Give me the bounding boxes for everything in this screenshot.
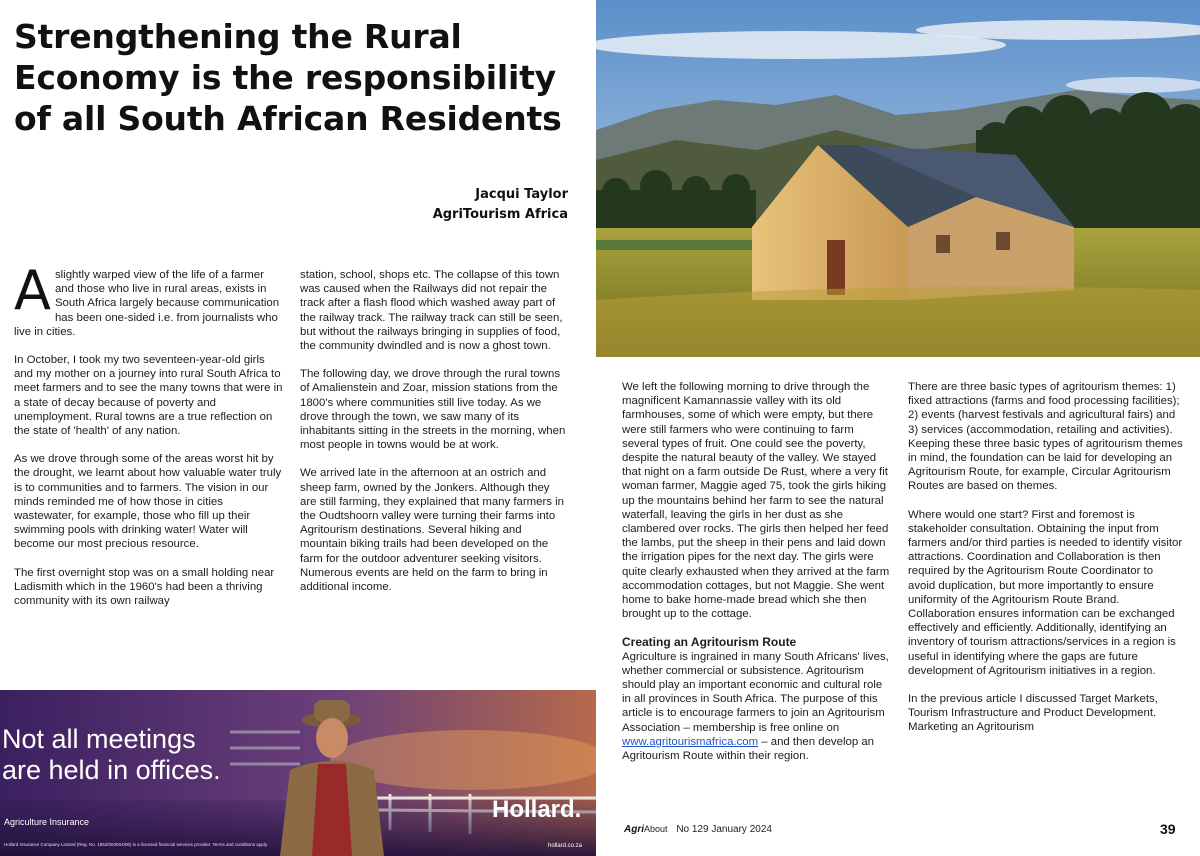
author-organization: AgriTourism Africa	[432, 207, 568, 222]
paragraph: station, school, shops etc. The collapse of this town was caused when the Railways did not repair the track after a flash flood which washed away part of the railway track. The railway track can still be seen, but without the railways bringing in supplies of food, the community dwindled and is now a ghost town.	[300, 269, 563, 353]
issue-info: No 129 January 2024	[676, 824, 772, 835]
article-title: Strengthening the Rural Economy is the responsibility of all South African Residents	[14, 17, 562, 138]
magazine-brand-suffix: About	[644, 824, 668, 834]
paragraph: There are three basic types of agritourism themes: 1) fixed attractions (farms and food processing facilities); 2) events (harvest festivals and agricultural fairs) and 3) services (accommodation, retailing and activities). Keeping these three basic types of agritourism themes in mind, the foundation can be laid for developing an Agritourism Route, for example, Circular Agritourism Routes are based on themes.	[908, 381, 1183, 493]
paragraph: Where would one start? First and foremost is stakeholder consultation. Obtaining the input from farmers and/or third parties is needed to identify visitor attractions. Coordination and Collaboration is then required by the Agritourism Route Coordinator to avoid duplication, but more importantly to ensure uniformity of the Agritourism Route Brand. Collaboration ensures information can be exchanged effectively and efficiently. Additionally, identifying an inventory of tourism attractions/services in a region is useful in identifying where the gaps are future development of Agritourism initiatives in a region.	[908, 508, 1183, 677]
paragraph: Agriculture is ingrained in many South Africans' lives, whether commercial or subsistence. Agritourism should play an important economic and cultural role in all provinces in South Africa. The purpose of this article is to encourage farmers to join an Agritourism Association – membership is free online on www.agritourismafrica.com – and then develop an Agritourism Route within their region.	[622, 650, 889, 763]
ad-fineprint: Hollard Insurance Company Limited (Reg. No. 1952/003004/06) is a licensed financial services provider. Terms and conditions apply.	[4, 842, 268, 847]
website-link[interactable]: www.agritourismafrica.com	[622, 735, 759, 748]
section-heading: Creating an Agritourism Route	[622, 635, 797, 650]
byline	[433, 185, 568, 225]
page-footer	[624, 824, 772, 835]
paragraph: Aslightly warped view of the life of a farmer and those who live in rural areas, exists in South Africa largely because communication has been one-sided i.e. from journalists who live in cities.	[14, 259, 280, 338]
article-column-2	[300, 268, 568, 608]
paragraph: In October, I took my two seventeen-year-old girls and my mother on a journey into rural South Africa to meet farmers and to see the many towns that were in a state of decay because of poverty and unemployment. Rural towns are a true reflection on the state of 'health' of any nation.	[14, 354, 283, 438]
farm-barn-photo	[596, 0, 1200, 357]
barn-landscape-illustration	[596, 0, 1200, 357]
drop-cap: A	[14, 259, 51, 322]
paragraph: The first overnight stop was on a small holding near Ladismith which in the 1960's had been a thriving community with its own railway	[14, 566, 275, 608]
paragraph: In the previous article I discussed Target Markets, Tourism Infrastructure and Product Development. Marketing an Agritourism	[908, 693, 1158, 734]
hollard-logo: Hollard.	[492, 796, 582, 823]
author-name: Jacqui Taylor	[475, 187, 568, 202]
ad-url[interactable]: hollard.co.za	[548, 843, 583, 849]
hollard-advertisement[interactable]	[0, 690, 596, 856]
paragraph: The following day, we drove through the rural towns of Amalienstein and Zoar, mission stations from the 1800's where communities still live today. As we drove through the town, we saw many of its inhabitants sitting in the streets in the morning, when most people in towns would be at work.	[300, 368, 566, 452]
article-column-4	[908, 380, 1183, 749]
ad-tagline: Agriculture Insurance	[4, 817, 90, 827]
article-column-3	[622, 380, 892, 777]
paragraph: We left the following morning to drive through the magnificent Kamannassie valley with its old farmhouses, some of which were empty, but there were still farmers who were continuing to farm several types of fruit. One could see the poverty, despite the natural beauty of the valley. We stayed that night on a farm outside De Rust, where a very fit woman farmer, Maggie aged 75, took the girls hiking up the mountains behind her farm to see the natural waterfall, leaving the girls in her dust as she clambered over rocks. The girls then helped her feed the lambs, put the sheep in their pens and laid down the irrigation pipes for the next day. The girls were quite clearly exhausted when they arrived at the farm accommodation cottages, but not Maggie. She went home to bake home-made bread which she then brought up to the cottage.	[622, 381, 890, 621]
page-number: 39	[1160, 821, 1176, 837]
article-column-1	[14, 259, 284, 622]
ad-headline: Not all meetings are held in offices.	[2, 724, 221, 785]
paragraph: As we drove through some of the areas worst hit by the drought, we learnt about how valuable water truly is to communities and to farmers. The vision in our minds reminded me of how those in cities wastewater, for example, those who fill up their swimming pools with drinking water! Water will become our most precious resource.	[14, 453, 282, 551]
paragraph: We arrived late in the afternoon at an ostrich and sheep farm, owned by the Jonkers. Although they are still farming, they explained that many farmers in the Oudtshoorn valley were turning their farms into Agritourism destinations. Several hiking and mountain biking trails had been developed on the farm for the outdoor adventurer seeking visitors. Numerous events are held on the farm to bring in additional income.	[300, 467, 564, 594]
magazine-brand: Agri	[624, 824, 644, 835]
